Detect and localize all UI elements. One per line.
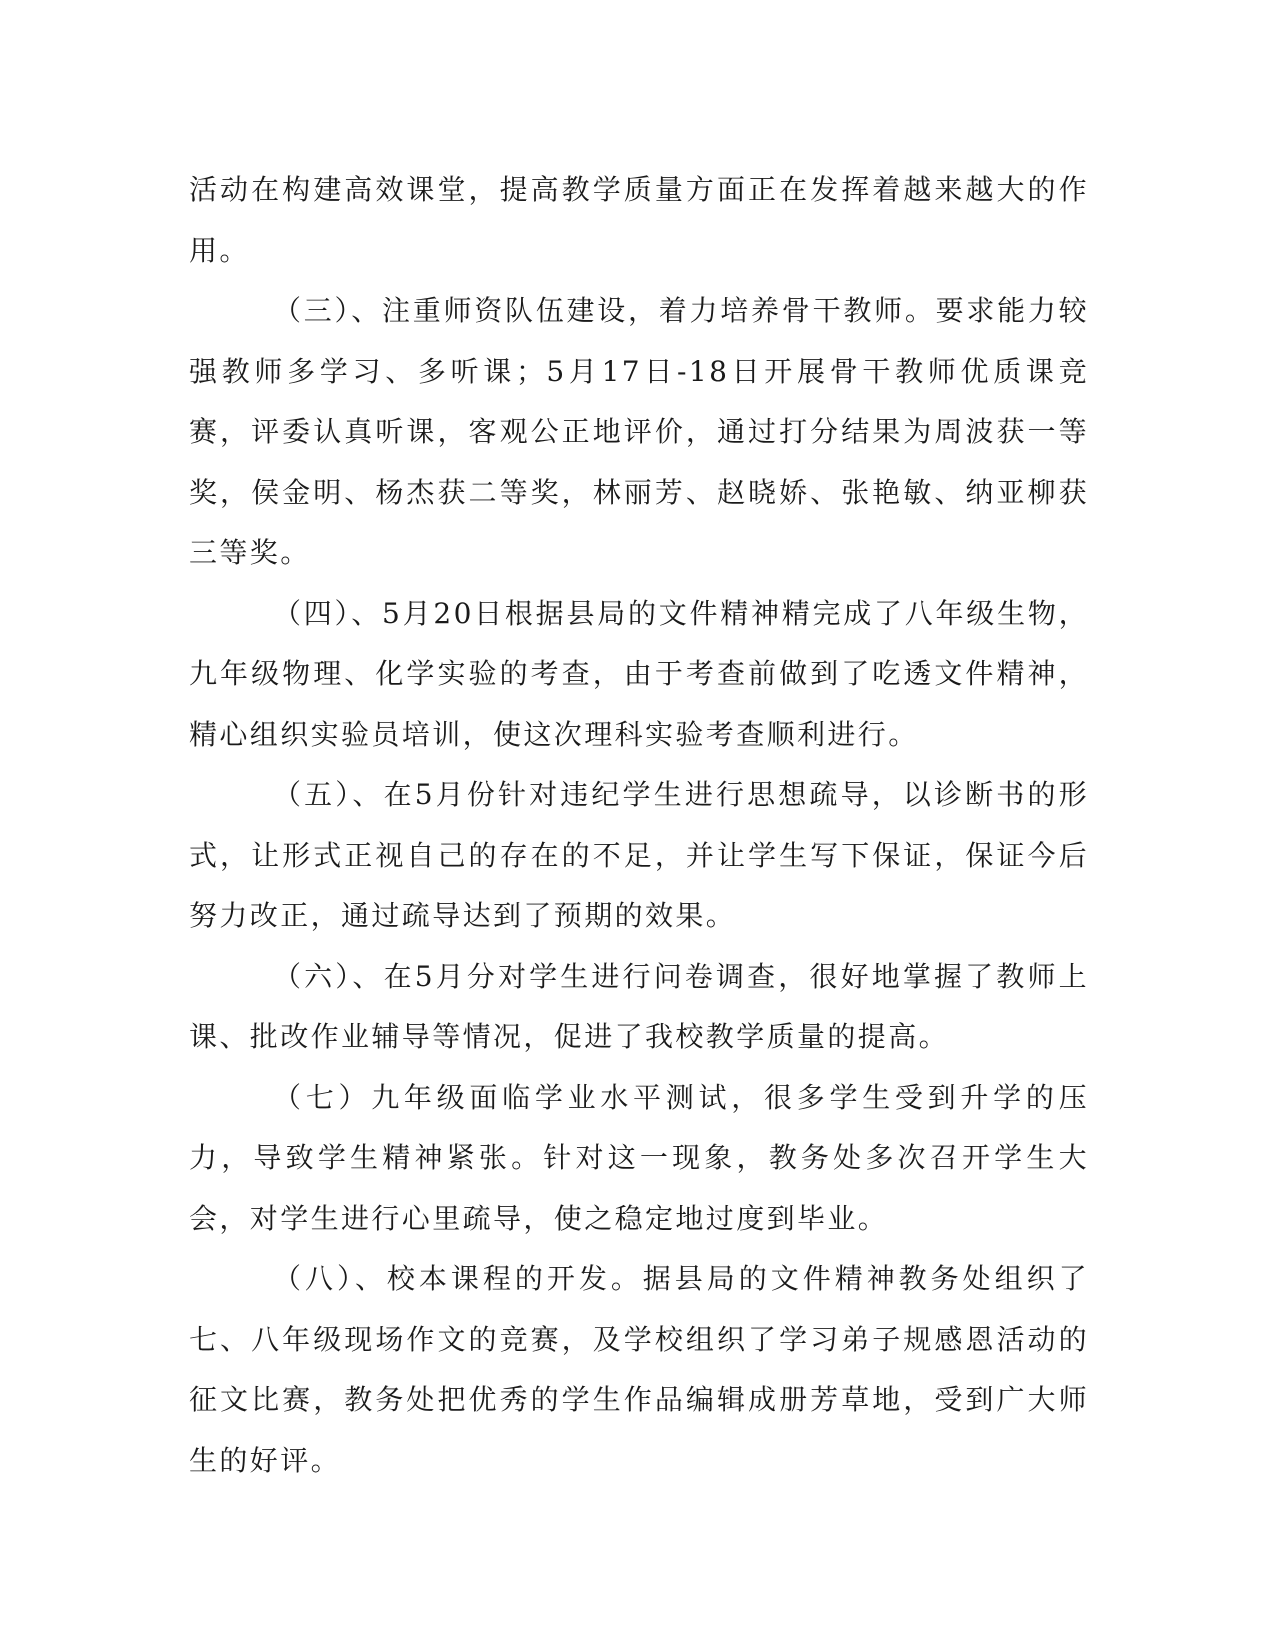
paragraph-section-4: （四）、5月20日根据县局的文件精神精完成了八年级生物，九年级物理、化学实验的考查，由于考查前做到了吃透文件精神，精心组织实验员培训，使这次理科实验考查顺利进行。: [189, 596, 1089, 751]
paragraph-continuation: 活动在构建高效课堂，提高教学质量方面正在发挥着越来越大的作用。: [189, 173, 1089, 267]
paragraph-section-3: （三）、注重师资队伍建设，着力培养骨干教师。要求能力较强教师多学习、多听课；5月17日-18日开展骨干教师优质课竞赛，评委认真听课，客观公正地评价，通过打分结果为周波获一等奖，侯金明、杨杰获二等奖，林丽芳、赵晓娇、张艳敏、纳亚柳获三等奖。: [189, 294, 1089, 569]
paragraph-section-8: （八）、校本课程的开发。据县局的文件精神教务处组织了七、八年级现场作文的竞赛，及学校组织了学习弟子规感恩活动的征文比赛，教务处把优秀的学生作品编辑成册芳草地，受到广大师生的好评。: [189, 1262, 1089, 1477]
paragraph-section-7: （七）九年级面临学业水平测试，很多学生受到升学的压力，导致学生精神紧张。针对这一现象，教务处多次召开学生大会，对学生进行心里疏导，使之稳定地过度到毕业。: [189, 1080, 1089, 1235]
document-body: [189, 160, 1089, 1491]
paragraph-section-6: （六）、在5月分对学生进行问卷调查，很好地掌握了教师上课、批改作业辅导等情况，促进了我校教学质量的提高。: [189, 959, 1089, 1053]
paragraph-section-5: （五）、在5月份针对违纪学生进行思想疏导，以诊断书的形式，让形式正视自己的存在的不足，并让学生写下保证，保证今后努力改正，通过疏导达到了预期的效果。: [189, 778, 1089, 932]
